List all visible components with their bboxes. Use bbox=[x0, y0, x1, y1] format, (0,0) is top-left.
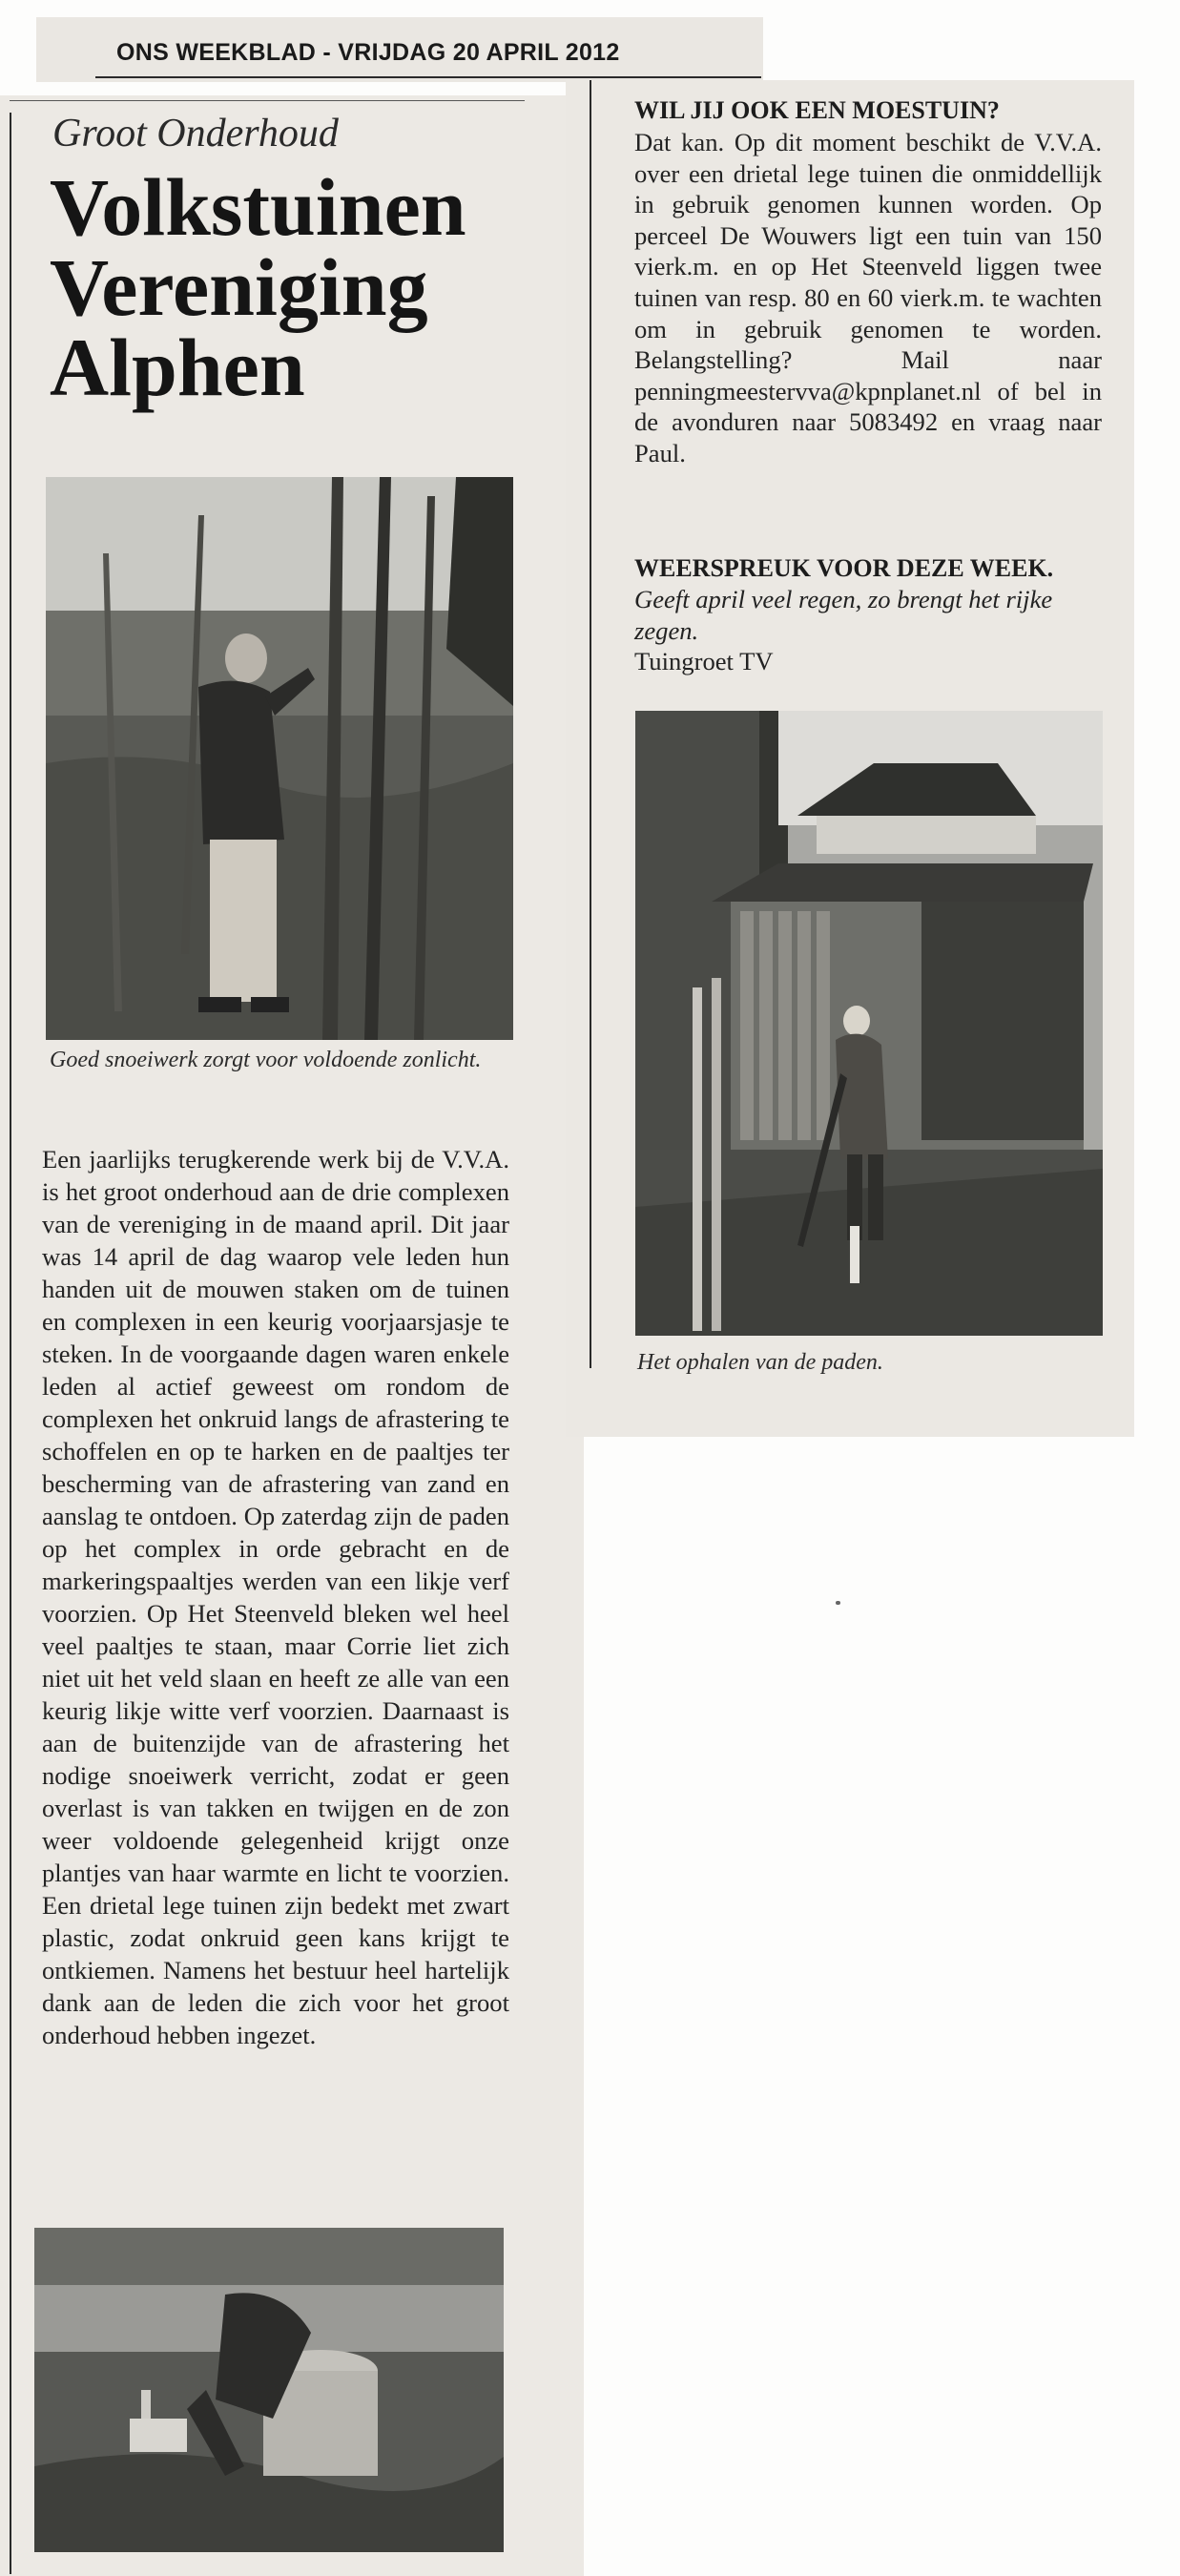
photo-1-caption: Goed snoeiwerk zorgt voor voldoende zonlicht. bbox=[50, 1048, 482, 1072]
weather-source: Tuingroet TV bbox=[634, 647, 774, 675]
article-border-rule bbox=[10, 113, 11, 2574]
sidebar-title: WIL JIJ OOK EEN MOESTUIN? bbox=[634, 96, 1000, 124]
photo-2-caption: Het ophalen van de paden. bbox=[637, 1350, 883, 1375]
shed-photo bbox=[635, 711, 1103, 1336]
article-headline bbox=[50, 161, 546, 413]
scan-speck bbox=[836, 1601, 840, 1605]
article-top-rule bbox=[10, 100, 525, 101]
weather-title: WEERSPREUK VOOR DEZE WEEK. bbox=[634, 554, 1054, 582]
column-divider-rule bbox=[590, 80, 591, 1368]
article-body: Een jaarlijks terugkerende werk bij de V.V.A. is het groot onderhoud aan de drie complexen van de vereniging in de maand april. Dit jaar was 14 april de dag waarop vele leden hun handen uit de mouwen staken om de tuinen en complexen in een keurig voorjaarsjasje te steken. In de voorgaande dagen waren enkele leden al actief geweest om rondom de complexen het onkruid langs de afrastering te schoffelen en op te harken en de paaltjes ter bescherming van de afrastering van zand en aanslag te ontdoen. Op zaterdag zijn de paden op het complex in orde gebracht en de markeringspaaltjes werden van een likje verf voorzien. Op Het Steenveld bleken wel heel veel paaltjes te staan, maar Corrie liet zich niet uit het veld slaan en heeft ze alle van een keurig likje witte verf voorzien. Daarnaast is aan de buitenzijde van de afrastering het nodige snoeiwerk verricht, zodat er geen overlast is van takken en twijgen en de zon weer voldoende gelegenheid krijgt onze plantjes van haar warmte en licht te voorzien. Een drietal lege tuinen zijn bedekt met zwart plastic, zodat onkruid geen kans krijgt te ontkiemen. Namens het bestuur heel hartelijk dank aan de leden die zich voor het groot onderhoud hebben ingezet. bbox=[42, 1145, 509, 2049]
headline-line-1: Volkstuinen bbox=[50, 161, 466, 253]
pruning-photo bbox=[46, 477, 513, 1040]
article-kicker: Groot Onderhoud bbox=[52, 112, 339, 156]
weather-quote: Geeft april veel regen, zo brengt het rijke zegen. bbox=[634, 585, 1053, 645]
masthead-rule bbox=[95, 76, 761, 78]
headline-line-2: Vereniging bbox=[50, 241, 428, 333]
sidebar-text: Dat kan. Op dit moment beschikt de V.V.A. over een drietal lege tuinen die onmiddellijk in gebruik genomen kunnen worden. Op perceel De Wouwers ligt een tuin van 150 vierk.m. en op Het Steenveld liggen twee tuinen van resp. 80 en 60 vierk.m. te wachten om in gebruik genomen te worden. Belangstelling? Mail naar penningmeestervva@kpnplanet.nl of bel in de avonduren naar 5083492 en vraag naar Paul. bbox=[634, 128, 1102, 467]
gardening-photo bbox=[34, 2228, 504, 2552]
masthead: ONS WEEKBLAD - VRIJDAG 20 APRIL 2012 bbox=[116, 39, 620, 66]
headline-line-3: Alphen bbox=[50, 322, 305, 413]
